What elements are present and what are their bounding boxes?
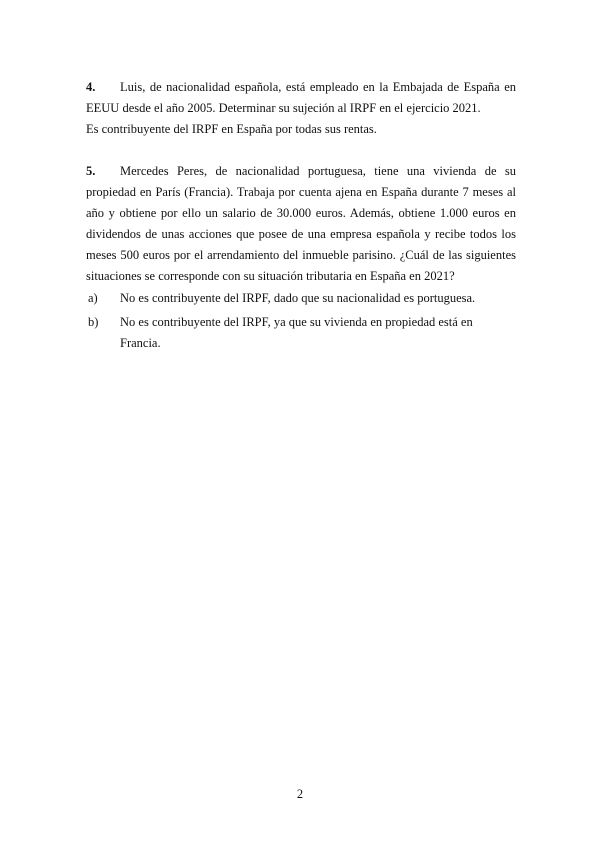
page-number: 2 [296,787,304,801]
question-4-number: 4. [86,80,96,94]
question-5-number: 5. [86,164,96,178]
option-b-text: No es contribuyente del IRPF, ya que su vivienda en propiedad está en Francia. [120,315,473,350]
option-a-letter: a) [88,291,98,305]
question-4 [86,77,516,140]
question-4-answer: Es contribuyente del IRPF en España por todas sus rentas. [86,122,377,136]
option-b [86,312,516,354]
question-5-statement [86,161,516,287]
question-5-options [86,288,516,354]
question-5 [86,161,516,357]
question-4-text: Luis, de nacionalidad española, está empleado en la Embajada de España en EEUU desde el año 2005. Determinar su sujeción al IRPF en el ejercicio 2021. [86,80,516,115]
option-a-text: No es contribuyente del IRPF, dado que su nacionalidad es portuguesa. [120,291,476,305]
question-5-text: Mercedes Peres, de nacionalidad portuguesa, tiene una vivienda de su propiedad en París (Francia). Trabaja por cuenta ajena en España durante 7 meses al año y obtiene por ello un salario de 30.000 euros. Además, obtiene 1.000 euros en dividendos de unas acciones que posee de una empresa española y recibe todos los meses 500 euros por el arrendamiento del inmueble parisino. ¿Cuál de las siguientes situaciones se corresponde con su situación tributaria en España en 2021? [86,164,516,283]
option-b-letter: b) [88,315,99,329]
option-a [86,288,516,309]
question-4-statement [86,77,516,119]
